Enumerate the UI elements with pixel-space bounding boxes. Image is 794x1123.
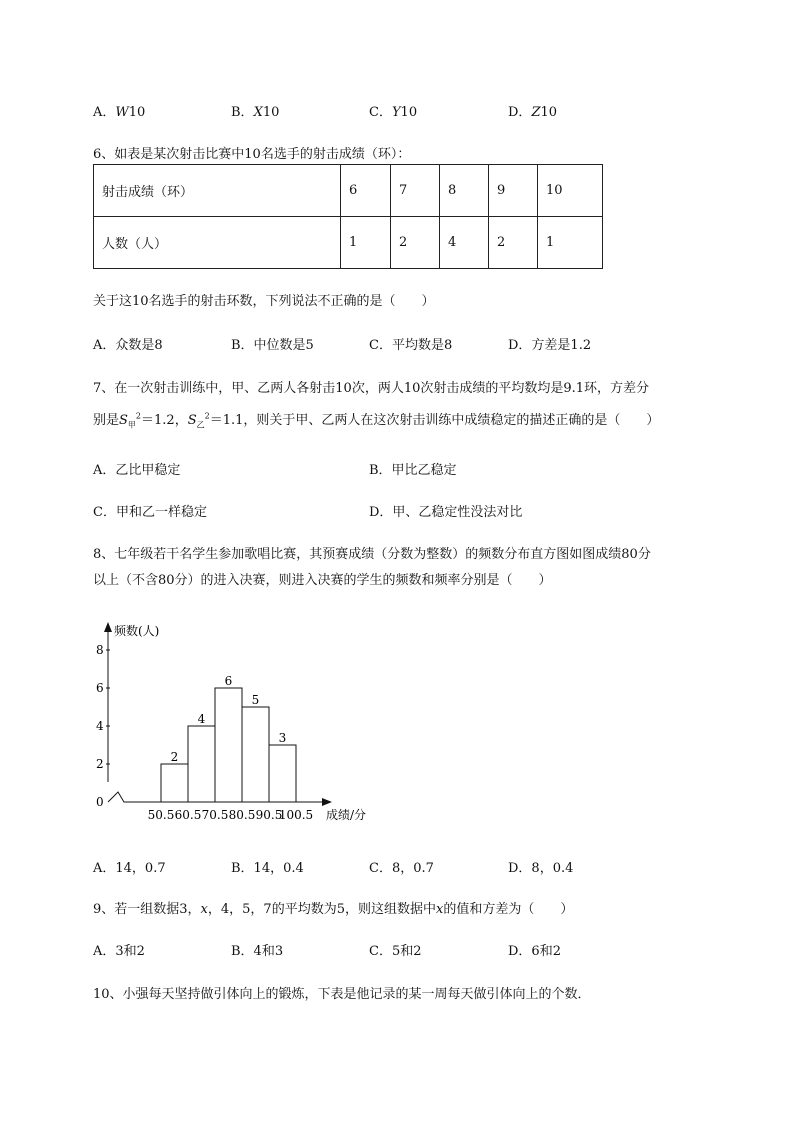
bar-value-label: 4 xyxy=(197,712,206,726)
table-cell: 6 xyxy=(341,165,391,217)
histogram-bar xyxy=(188,726,215,802)
q6-option-d: D．方差是1.2 xyxy=(508,338,592,353)
table-cell: 2 xyxy=(391,217,440,269)
q10-stem: 10、小强每天坚持做引体向上的锻炼，下表是他记录的某一周每天做引体向上的个数． xyxy=(93,987,591,1002)
q7-option-c: C．甲和乙一样稳定 xyxy=(93,505,207,520)
q6-stem: 6、如表是某次射击比赛中10名选手的射击成绩（环）： xyxy=(93,147,411,162)
y-axis-label: 频数(人) xyxy=(114,624,160,638)
bar-value-label: 5 xyxy=(251,693,260,707)
x-tick-label: 100.5 xyxy=(278,808,314,822)
table-cell: 4 xyxy=(440,217,489,269)
y-tick-label: 6 xyxy=(96,681,104,695)
x-axis-break xyxy=(108,792,158,802)
q9-option-a: A．3和2 xyxy=(93,944,145,959)
bar-value-label: 6 xyxy=(224,674,233,688)
q7-option-d: D．甲、乙稳定性没法对比 xyxy=(369,505,523,520)
table-header-score: 射击成绩（环） xyxy=(94,165,341,217)
table-cell: 1 xyxy=(538,217,603,269)
table-cell: 2 xyxy=(489,217,538,269)
x-tick-label: 80.5 xyxy=(228,808,256,822)
table-cell: 8 xyxy=(440,165,489,217)
y-tick-label: 8 xyxy=(96,643,104,657)
q7-option-a: A．乙比甲稳定 xyxy=(93,463,181,478)
q9-option-b: B．4和3 xyxy=(231,944,284,959)
q5-option-d: D．Z10 xyxy=(508,105,558,120)
q9-option-d: D．6和2 xyxy=(508,944,561,959)
score-table xyxy=(93,164,603,269)
y-axis-arrow xyxy=(104,622,112,632)
table-cell: 9 xyxy=(489,165,538,217)
table-row xyxy=(94,217,603,269)
bar-value-label: 3 xyxy=(278,731,287,745)
y-tick-label: 4 xyxy=(96,719,104,733)
q5-option-b: B．X10 xyxy=(231,105,280,120)
table-header-count: 人数（人） xyxy=(94,217,341,269)
bar-value-label: 2 xyxy=(170,750,179,764)
x-tick-label: 90.5 xyxy=(255,808,283,822)
q9-stem: 9、若一组数据3，x，4，5，7的平均数为5，则这组数据中x的值和方差为（ ） xyxy=(93,902,574,917)
table-row xyxy=(94,165,603,217)
x-tick-label: 50.5 xyxy=(147,808,175,822)
q8-option-c: C．8，0.7 xyxy=(369,861,434,876)
q8-option-b: B．14，0.4 xyxy=(231,861,304,876)
q7-line-1: 7、在一次射击训练中，甲、乙两人各射击10次，两人10次射击成绩的平均数均是9.1环，方差分 xyxy=(93,381,650,396)
table-cell: 10 xyxy=(538,165,603,217)
q5-option-a: A．W10 xyxy=(93,105,146,120)
q8-option-d: D．8，0.4 xyxy=(508,861,574,876)
q7-option-b: B．甲比乙稳定 xyxy=(369,463,457,478)
q8-line-2: 以上（不含80分）的进入决赛，则进入决赛的学生的频数和频率分别是（ ） xyxy=(93,573,552,588)
x-axis-label: 成绩/分 xyxy=(326,808,367,822)
q8-line-1: 8、七年级若干名学生参加歌唱比赛，其预赛成绩（分数为整数）的频数分布直方图如图成绩80分 xyxy=(93,547,651,562)
table-cell: 1 xyxy=(341,217,391,269)
y-tick-label: 2 xyxy=(96,757,104,771)
y-tick-label: 0 xyxy=(96,795,104,809)
histogram-chart xyxy=(90,618,390,828)
q6-question: 关于这10名选手的射击环数，下列说法不正确的是（ ） xyxy=(93,294,435,309)
x-tick-label: 70.5 xyxy=(201,808,229,822)
q8-option-a: A．14，0.7 xyxy=(93,861,166,876)
histogram-bar xyxy=(269,745,296,802)
histogram-bar xyxy=(161,764,188,802)
x-tick-label: 60.5 xyxy=(174,808,202,822)
q6-option-a: A．众数是8 xyxy=(93,338,163,353)
histogram-bar xyxy=(215,688,242,802)
q6-option-c: C．平均数是8 xyxy=(369,338,453,353)
q9-option-c: C．5和2 xyxy=(369,944,422,959)
q6-option-b: B．中位数是5 xyxy=(231,338,314,353)
table-cell: 7 xyxy=(391,165,440,217)
q5-option-c: C．Y10 xyxy=(369,105,418,120)
q7-line-2: 别是$S_甲^2=1.2$，$S_乙^2=1.1$，则关于甲、乙两人在这次射击训练中成绩稳定的描述正确的是（ ） xyxy=(93,411,660,430)
x-axis-arrow xyxy=(322,798,332,806)
histogram-bar xyxy=(242,707,269,802)
